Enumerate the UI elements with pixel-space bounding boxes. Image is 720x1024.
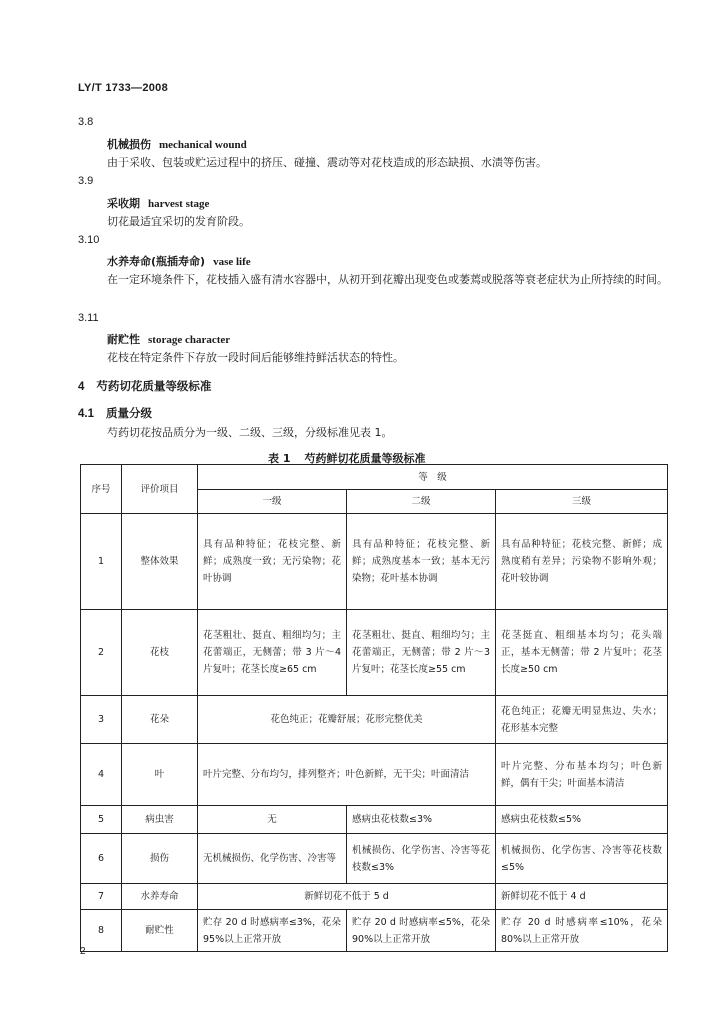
cell-grade3: 机械损伤、化学伤害、冷害等花枝数≤5% — [496, 834, 668, 884]
table-title: 芍药鲜切花质量等级标准 — [304, 452, 426, 465]
cell-grade2: 机械损伤、化学伤害、冷害等花枝数≤3% — [347, 834, 496, 884]
cell-grade1: 具有品种特征；花枝完整、新鲜；成熟度一致；无污染物；花叶协调 — [198, 514, 347, 610]
cell-grade1-2: 新鲜切花不低于 5 d — [198, 884, 496, 910]
definition: 花枝在特定条件下存放一段时间后能够维持鲜活状态的特性。 — [107, 351, 404, 364]
cell-item: 叶 — [122, 744, 198, 806]
term-cn: 采收期 — [107, 197, 140, 210]
clause-number: 3.10 — [78, 234, 100, 246]
cell-grade1-2: 花色纯正；花瓣舒展；花形完整优美 — [198, 696, 496, 744]
table-row — [81, 696, 668, 744]
term — [107, 195, 209, 211]
table-row — [81, 610, 668, 696]
clause-number: 3.8 — [78, 116, 94, 128]
cell-grade1: 无机械损伤、化学伤害、冷害等 — [198, 834, 347, 884]
cell-seq: 8 — [81, 910, 122, 952]
term-cn: 水养寿命(瓶插寿命) — [107, 255, 206, 268]
clause-number: 3.11 — [78, 312, 99, 324]
column-header-grade2: 二级 — [347, 490, 496, 514]
definition: 由于采收、包装或贮运过程中的挤压、碰撞、震动等对花枝造成的形态缺损、水渍等伤害。 — [107, 156, 547, 169]
cell-grade3: 花色纯正；花瓣无明显焦边、失水；花形基本完整 — [496, 696, 668, 744]
standard-header: LY/T 1733—2008 — [78, 82, 169, 94]
cell-grade3: 花茎挺直、粗细基本均匀；花头端正，基本无侧蕾；带 2 片复叶；花茎长度≥50 cm — [496, 610, 668, 696]
section-title: 芍药切花质量等级标准 — [96, 379, 212, 393]
cell-item: 水养寿命 — [122, 884, 198, 910]
table-row — [81, 834, 668, 884]
cell-item: 花朵 — [122, 696, 198, 744]
table-number: 表 1 — [268, 452, 291, 465]
clause-number: 3.9 — [78, 175, 94, 187]
section-number: 4 — [78, 381, 85, 393]
subsection-number: 4.1 — [78, 408, 94, 420]
cell-seq: 7 — [81, 884, 122, 910]
cell-grade1: 贮存 20 d 时感病率≤3%，花朵 95%以上正常开放 — [198, 910, 347, 952]
term-en: storage character — [148, 334, 231, 346]
term — [107, 253, 251, 269]
cell-grade2: 感病虫花枝数≤3% — [347, 806, 496, 834]
cell-seq: 3 — [81, 696, 122, 744]
cell-grade3: 感病虫花枝数≤5% — [496, 806, 668, 834]
table-row — [81, 514, 668, 610]
cell-grade2: 花茎粗壮、挺直、粗细均匀；主花蕾端正，无侧蕾；带 2 片～3 片复叶；花茎长度≥55 cm — [347, 610, 496, 696]
cell-grade3: 具有品种特征；花枝完整、新鲜；成熟度稍有差异；污染物不影响外观；花叶较协调 — [496, 514, 668, 610]
subsection-text: 芍药切花按品质分为一级、二级、三级，分级标准见表 1。 — [107, 426, 393, 439]
term-en: harvest stage — [148, 198, 210, 210]
cell-grade3: 新鲜切花不低于 4 d — [496, 884, 668, 910]
term-en: mechanical wound — [159, 139, 247, 151]
cell-seq: 4 — [81, 744, 122, 806]
term-en: vase life — [213, 256, 251, 268]
quality-grade-table — [80, 464, 668, 952]
page-number: 2 — [80, 946, 86, 957]
cell-seq: 5 — [81, 806, 122, 834]
column-header-item: 评价项目 — [122, 465, 198, 514]
table-row — [81, 910, 668, 952]
term — [107, 331, 230, 347]
term-cn: 机械损伤 — [107, 138, 151, 151]
cell-grade1: 无 — [198, 806, 347, 834]
subsection-heading — [78, 405, 152, 421]
table-row — [81, 884, 668, 910]
cell-item: 病虫害 — [122, 806, 198, 834]
column-header-grade: 等 级 — [198, 465, 668, 490]
table-row — [81, 806, 668, 834]
cell-seq: 2 — [81, 610, 122, 696]
term — [107, 136, 247, 152]
column-header-grade3: 三级 — [496, 490, 668, 514]
term-cn: 耐贮性 — [107, 333, 140, 346]
definition: 在一定环境条件下，花枝插入盛有清水容器中，从初开到花瓣出现变色或萎蔫或脱落等衰老症状为止所持续的时间。 — [107, 273, 668, 286]
cell-seq: 6 — [81, 834, 122, 884]
cell-grade2: 具有品种特征；花枝完整、新鲜；成熟度基本一致；基本无污染物；花叶基本协调 — [347, 514, 496, 610]
column-header-grade1: 一级 — [198, 490, 347, 514]
section-heading — [78, 378, 211, 394]
cell-grade1: 花茎粗壮、挺直、粗细均匀；主花蕾端正，无侧蕾；带 3 片～4 片复叶；花茎长度≥65 cm — [198, 610, 347, 696]
column-header-seq: 序号 — [81, 465, 122, 514]
table-row — [81, 744, 668, 806]
cell-item: 整体效果 — [122, 514, 198, 610]
cell-item: 损伤 — [122, 834, 198, 884]
table-header-row — [81, 465, 668, 490]
definition: 切花最适宜采切的发育阶段。 — [107, 215, 250, 228]
subsection-title: 质量分级 — [106, 406, 152, 420]
cell-grade2: 贮存 20 d 时感病率≤5%，花朵 90%以上正常开放 — [347, 910, 496, 952]
cell-grade1-2: 叶片完整、分布均匀，排列整齐；叶色新鲜，无干尖；叶面清洁 — [198, 744, 496, 806]
cell-grade3: 贮存 20 d 时感病率≤10%，花朵 80%以上正常开放 — [496, 910, 668, 952]
cell-grade3: 叶片完整、分布基本均匀；叶色新鲜，偶有干尖；叶面基本清洁 — [496, 744, 668, 806]
cell-seq: 1 — [81, 514, 122, 610]
cell-item: 耐贮性 — [122, 910, 198, 952]
cell-item: 花枝 — [122, 610, 198, 696]
